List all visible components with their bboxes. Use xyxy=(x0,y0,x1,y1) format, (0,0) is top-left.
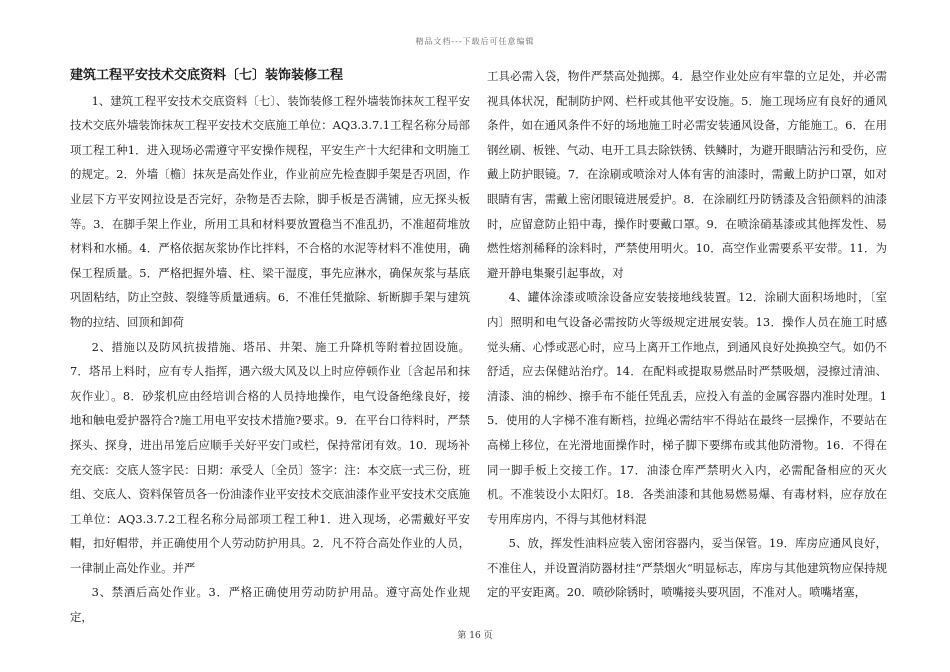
paragraph-3: 3、禁酒后高处作业。3．严格正确使用劳动防护用品。遵守高处作业规定， xyxy=(70,585,470,625)
left-column xyxy=(70,64,470,630)
document-title: 建筑工程平安技术交底资料〔七〕装饰装修工程 xyxy=(70,68,344,83)
paragraph-4: 4、罐体涂漆或喷涂设备应安装接地线装置。12．涂刷大面积场地时，〔室内〕照明和电气设备必需按防火等级规定进展安装。13．操作人员在施工时感觉头痛、心悸或恶心时，应马上离开工作地点，到通风良好处换换空气。如仍不舒适，应去保健站治疗。14．在配料或提取易燃品时严禁吸烟，浸擦过清油、清漆、油的棉纱、擦手布不能任凭乱丢，应投入有盖的金属容器内准时处理。15．使用的人字梯不准有断档，拉绳必需结牢不得站在最终一层操作，不要站在高梯上移位，在光滑地面操作时，梯子脚下要绑布或其他防滑物。16．不得在同一脚手板上交接工作。17．油漆仓库严禁明火入内，必需配备相应的灭火机。不准装设小太阳灯。18．各类油漆和其他易燃易爆、有毒材料，应存放在专用库房内，不得与其他材料混 xyxy=(487,290,887,526)
page-number: 第 16 页 xyxy=(457,631,493,641)
paragraph-continued: 工具必需入袋，物件严禁高处抛掷。4．悬空作业处应有牢靠的立足处，并必需视具体状况，配制防护网、栏杆或其他平安设施。5．施工现场应有良好的通风条件，如在通风条件不好的场地施工时必需安装通风设备，方能施工。6．在用钢丝刷、板锉、气动、电开工具去除铁锈、铁鳞时，为避开眼睛沾污和受伤，应戴上防护眼镜。7．在涂刷或喷涂对人体有害的油漆时，需戴上防护口罩，如对眼睛有害，需戴上密闭眼镜进展爱护。8．在涂刷红丹防锈漆及含铅颜料的油漆时，应留意防止铅中毒，操作时要戴口罩。9．在喷涂硝基漆或其他挥发性、易燃性熔剂稀释的涂料时，严禁使用明火。10．高空作业需要系平安带。11．为避开静电集聚引起事故，对 xyxy=(487,69,887,280)
paragraph-2: 2、措施以及防风抗拔措施、塔吊、井架、施工升降机等附着拉固设施。7．塔吊上料时，应有专人指挥，遇六级大风及以上时应停顿作业〔含起吊和抹灰作业〕。8．砂浆机应由经培训合格的人员持地操作，电气设备绝缘良好，接地和触电爱护器符合?施工用电平安技术措施?要求。9．在平台口待料时，严禁探头、探身，进出吊笼后应顺手关好平安门或栏，保持常闭有效。10．现场补充交底：交底人签字民：日期：承受人〔全员〕签字：注：本交底一式三份，班组、交底人、资料保管员各一份油漆作业平安技术交底油漆作业平安技术交底施工单位：AQ3.3.7.2工程名称分局部项工程工种1．进入现场，必需戴好平安帽，扣好帽带，并正确使用个人劳动防护用具。2．凡不符合高处作业的人员，一律制止高处作业。并严 xyxy=(70,339,470,575)
paragraph-1: 1、建筑工程平安技术交底资料〔七〕、装饰装修工程外墙装饰抹灰工程平安技术交底外墙装饰抹灰工程平安技术交底施工单位：AQ3.3.7.1工程名称分局部项工程工种1．进入现场必需遵守平安操作规程，平安生产十大纪律和文明施工的规定。2．外墙〔檐〕抹灰是高处作业，作业前应先检查脚手架是否巩固，作业层下方平安网拉设是否完好，杂物是否去除，脚手板是否满铺，应无探头板等。3．在脚手架上作业，所用工具和材料要放置稳当不准乱扔，不准超荷堆放材料和水桶。4．严格依据灰浆协作比拌料，不合格的水泥等材料不准使用，确保工程质量。5．严格把握外墙、柱、梁干湿度，事先应淋水，确保灰浆与基底巩固粘结，防止空鼓、裂缝等质量通病。6．不准任凭撤除、斩断脚手架与建筑物的拉结、回顶和卸荷 xyxy=(70,93,470,329)
right-column xyxy=(487,64,887,605)
page-header: 精品文档---下载后可任意编辑 xyxy=(415,37,535,46)
paragraph-5: 5、放，挥发性油料应装入密闭容器内，妥当保管。19．库房应通风良好，不准住人，并设置消防器材挂“严禁烟火“明显标志，库房与其他建筑物应保持规定的平安距离。20．喷砂除锈时，喷嘴接头要巩固，不准对人。喷嘴堵塞， xyxy=(487,536,887,600)
